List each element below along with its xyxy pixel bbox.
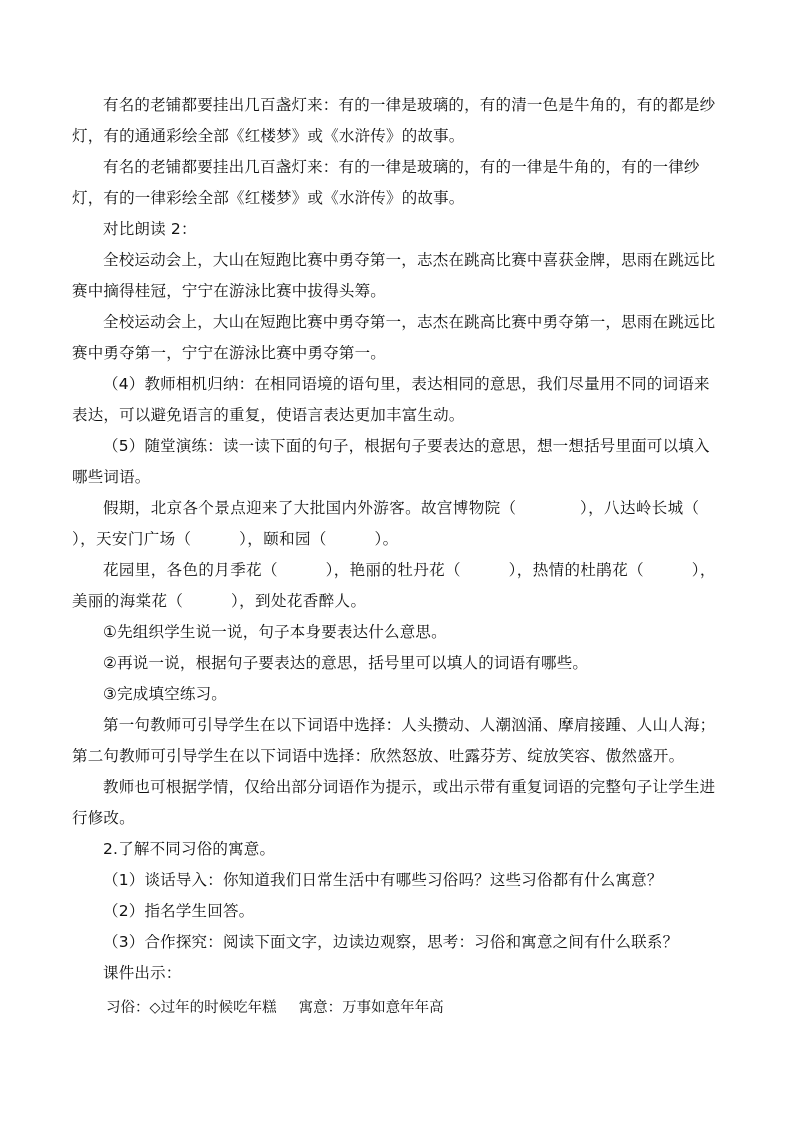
custom-label: 习俗： bbox=[106, 1000, 150, 1016]
meaning-value: 万事如意年年高 bbox=[342, 1000, 444, 1016]
paragraph-slide-heading: 课件出示： bbox=[103, 964, 182, 982]
paragraph-compare-heading: 对比朗读 2： bbox=[103, 220, 197, 238]
paragraph-teacher-hint: 教师也可根据学情，仅给出部分词语作为提示，或出示带有重复词语的完整句子让学生进行修改。 bbox=[72, 778, 716, 827]
paragraph-beijing-fill-in: 假期，北京各个景点迎来了大批国内外游客。故宫博物院（ ），八达岭长城（ ），天安门广场（ ），颐和园（ ）。 bbox=[72, 499, 748, 548]
paragraph-intro-talk: （1）谈话导入：你知道我们日常生活中有哪些习俗吗？这些习俗都有什么寓意？ bbox=[103, 871, 663, 889]
paragraph-step-3: ③完成填空练习。 bbox=[103, 685, 227, 703]
document-body bbox=[72, 90, 748, 1023]
paragraph-step-2: ②再说一说，根据句子要表达的意思，括号里可以填人的词语有哪些。 bbox=[103, 654, 589, 672]
paragraph-student-answer: （2）指名学生回答。 bbox=[103, 902, 255, 920]
paragraph-sports-repeated: 全校运动会上，大山在短跑比赛中勇夺第一，志杰在跳高比赛中勇夺第一，思雨在跳远比赛中勇夺第一，宁宁在游泳比赛中勇夺第一。 bbox=[72, 313, 716, 362]
paragraph-lantern-original: 有名的老铺都要挂出几百盏灯来：有的一律是玻璃的，有的清一色是牛角的，有的都是纱灯，有的通通彩绘全部《红楼梦》或《水浒传》的故事。 bbox=[72, 96, 716, 145]
paragraph-practice: （5）随堂演练：读一读下面的句子，根据句子要表达的意思，想一想括号里面可以填入哪些词语。 bbox=[72, 437, 710, 486]
meaning-label: 寓意： bbox=[298, 1000, 343, 1016]
custom-value: ◇过年的时候吃年糕 bbox=[149, 1000, 277, 1016]
paragraph-section-2-heading: 2.了解不同习俗的寓意。 bbox=[103, 840, 276, 858]
paragraph-teacher-summary: （4）教师相机归纳：在相同语境的语句里，表达相同的意思，我们尽量用不同的词语来表达，可以避免语言的重复，使语言表达更加丰富生动。 bbox=[72, 375, 710, 424]
paragraph-cooperative-inquiry: （3）合作探究：阅读下面文字，边读边观察，思考：习俗和寓意之间有什么联系？ bbox=[103, 933, 679, 951]
paragraph-sports-original: 全校运动会上，大山在短跑比赛中勇夺第一，志杰在跳高比赛中喜获金牌，思雨在跳远比赛中摘得桂冠，宁宁在游泳比赛中拔得头筹。 bbox=[72, 251, 716, 300]
paragraph-step-1: ①先组织学生说一说，句子本身要表达什么意思。 bbox=[103, 623, 447, 641]
paragraph-garden-fill-in: 花园里，各色的月季花（ ），艳丽的牡丹花（ ），热情的杜鹃花（ ），美丽的海棠花（ ），到处花香醉人。 bbox=[72, 561, 716, 610]
paragraph-lantern-repeated: 有名的老铺都要挂出几百盏灯来：有的一律是玻璃的，有的一律是牛角的，有的一律纱灯，有的一律彩绘全部《红楼梦》或《水浒传》的故事。 bbox=[72, 158, 700, 207]
slide-custom-meaning-line bbox=[106, 993, 722, 1023]
paragraph-word-choices: 第一句教师可引导学生在以下词语中选择：人头攒动、人潮汹涌、摩肩接踵、人山人海；第二句教师可引导学生在以下词语中选择：欣然怒放、吐露芬芳、绽放笑容、傲然盛开。 bbox=[72, 716, 716, 765]
